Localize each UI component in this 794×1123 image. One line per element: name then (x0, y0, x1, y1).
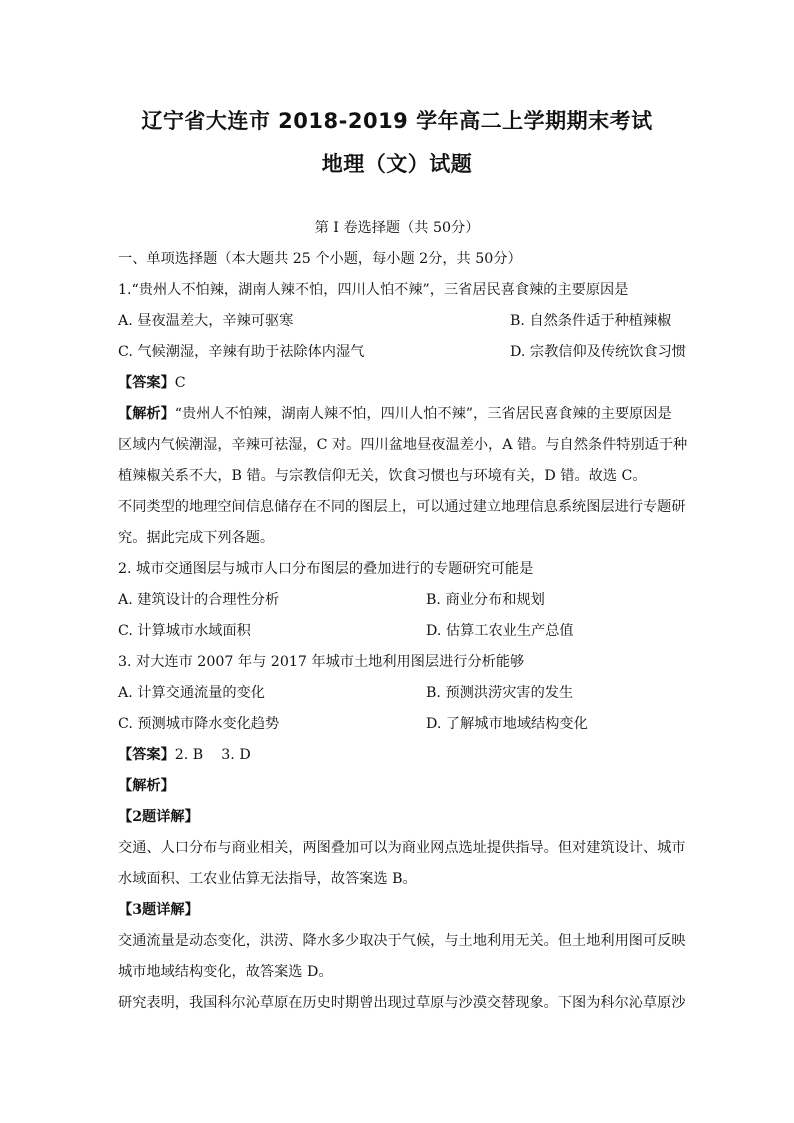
detail3-line2: 城市地域结构变化，故答案选 D。 (118, 964, 333, 980)
q3-option-c: C. 预测城市降水变化趋势 (118, 716, 280, 732)
q3-option-b: B. 预测洪涝灾害的发生 (426, 685, 574, 701)
answer-label: 【答案】 (118, 747, 175, 763)
q1-options-row2 (118, 342, 686, 362)
q2-options-row1 (118, 590, 545, 610)
analysis-label: 【解析】 (118, 406, 175, 422)
q1-options-row1 (118, 311, 672, 331)
answer-value: C (174, 375, 186, 391)
q1-option-a: A. 昼夜温差大，辛辣可驱寒 (118, 313, 294, 329)
answers23 (118, 745, 251, 765)
intro2-line2: 究。据此完成下列各题。 (118, 530, 275, 546)
q1-option-b: B. 自然条件适于种植辣椒 (510, 313, 672, 329)
detail-label: 【3题详解】 (118, 902, 199, 918)
q3-options-row1 (118, 683, 574, 703)
answer-value: 2. B 3. D (174, 747, 251, 763)
q1-analysis-line3: 植辣椒关系不大，B 错。与宗教信仰无关，饮食习惯也与环境有关，D 错。故选 C。 (118, 468, 647, 484)
q2-option-b: B. 商业分布和规划 (426, 592, 545, 608)
answer-label: 【答案】 (118, 375, 175, 391)
analysis-text: “贵州人不怕辣，湖南人辣不怕，四川人怕不辣”，三省居民喜食辣的主要原因是 (174, 406, 672, 422)
detail3-line1: 交通流量是动态变化，洪涝、降水多少取决于气候，与土地利用无关。但土地利用图可反映 (118, 933, 686, 949)
exam-subtitle: 地理（文）试题 (321, 152, 473, 176)
q2-option-d: D. 估算工农业生产总值 (426, 623, 574, 639)
detail2-line2: 水域面积、工农业估算无法指导，故答案选 B。 (118, 871, 417, 887)
q2-option-a: A. 建筑设计的合理性分析 (118, 592, 280, 608)
q1-analysis-line2: 区域内气候潮湿，辛辣可祛湿，C 对。四川盆地昼夜温差小，A 错。与自然条件特别适于种 (118, 437, 688, 453)
q2-option-c: C. 计算城市水域面积 (118, 623, 251, 639)
detail-label: 【2题详解】 (118, 809, 199, 825)
intro2-line1: 不同类型的地理空间信息储存在不同的图层上，可以通过建立地理信息系统图层进行专题研 (118, 499, 686, 515)
q1-option-c: C. 气候潮湿，辛辣有助于祛除体内湿气 (118, 344, 365, 360)
q1-answer (118, 373, 186, 393)
q2-options-row2 (118, 621, 574, 641)
detail3-label (118, 900, 199, 920)
analysis-label: 【解析】 (118, 778, 175, 794)
q3-options-row2 (118, 714, 588, 734)
exam-title: 辽宁省大连市 2018-2019 学年高二上学期期末考试 (141, 109, 653, 133)
detail2-line1: 交通、人口分布与商业相关，两图叠加可以为商业网点选址提供指导。但对建筑设计、城市 (118, 840, 686, 856)
q2-stem: 2. 城市交通图层与城市人口分布图层的叠加进行的专题研究可能是 (118, 561, 534, 577)
q3-stem: 3. 对大连市 2007 年与 2017 年城市土地利用图层进行分析能够 (118, 654, 525, 670)
analysis23-label (118, 776, 175, 796)
q1-option-d: D. 宗教信仰及传统饮食习惯 (510, 344, 686, 360)
part-heading: 一、单项选择题（本大题共 25 个小题，每小题 2分，共 50分） (118, 251, 522, 267)
detail2-label (118, 807, 199, 827)
q1-analysis-line1 (118, 404, 672, 424)
section-heading: 第 I 卷选择题（共 50分） (314, 220, 480, 236)
q3-option-d: D. 了解城市地域结构变化 (426, 716, 588, 732)
q3-option-a: A. 计算交通流量的变化 (118, 685, 265, 701)
q1-stem: 1.“贵州人不怕辣，湖南人辣不怕，四川人怕不辣”，三省居民喜食辣的主要原因是 (118, 282, 629, 298)
intro4-line1: 研究表明，我国科尔沁草原在历史时期曾出现过草原与沙漠交替现象。下图为科尔沁草原沙 (118, 995, 686, 1011)
